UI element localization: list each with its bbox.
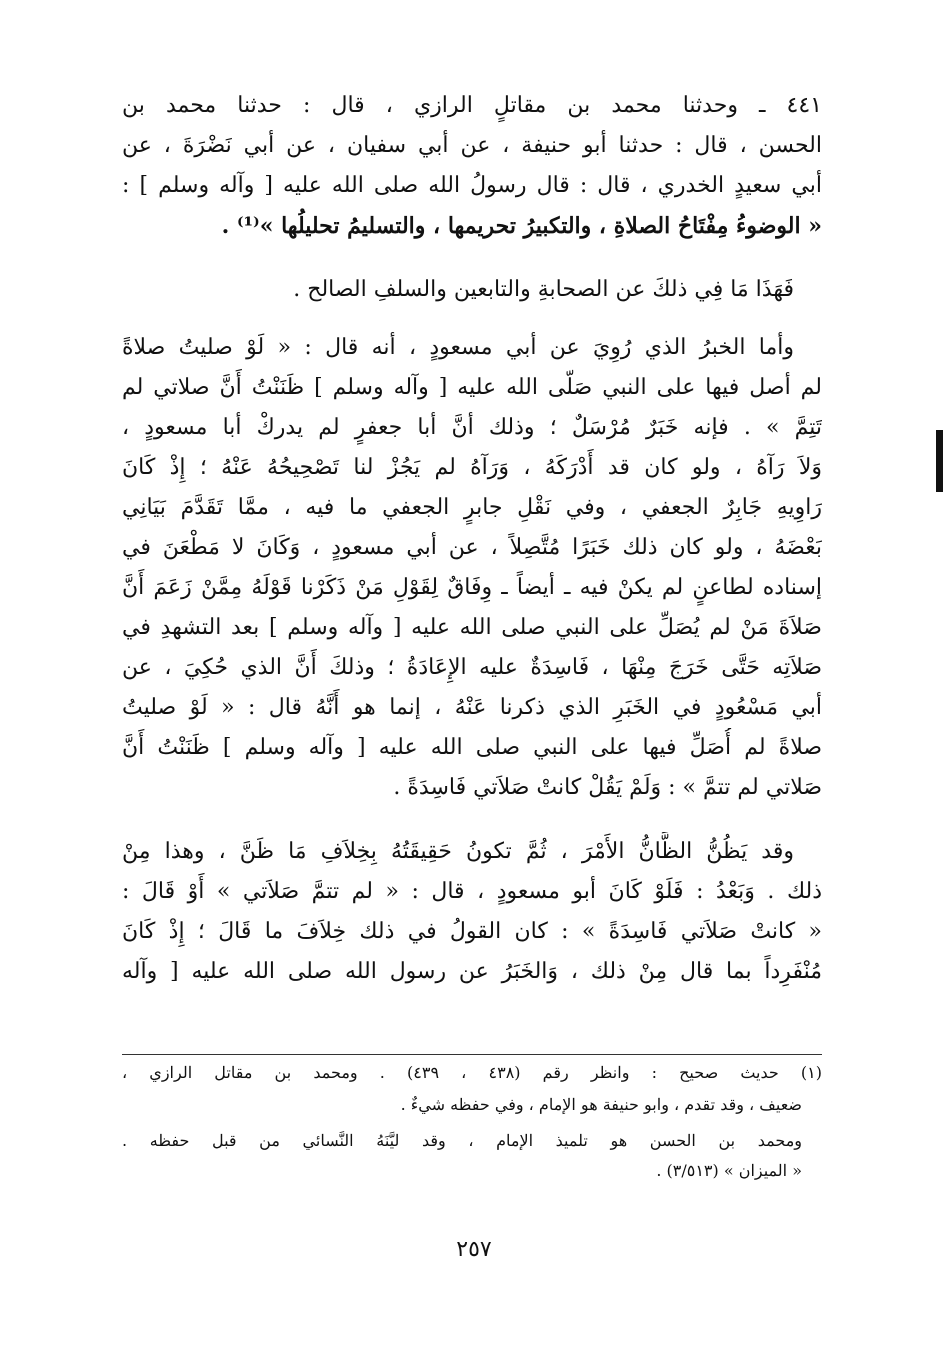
text-line: فَهَذَا مَا فِي ذلكَ عن الصحابةِ والتابعين والسلفِ الصالح . [293, 277, 794, 302]
text-line: تَتِمَّ » . فإنه خَبَرٌ مُرْسَلٌ ؛ وذلك أنَّ أبا جعفرٍ لم يدركْ أبا مسعودٍ ، [122, 415, 822, 440]
footnote-line: « الميزان » (٣/٥١٣) . [656, 1161, 802, 1180]
footnote-line: (١) حديث صحيح : وانظر رقم (٤٣٨ ، ٤٣٩) . ومحمد بن مقاتل الرازي ، [122, 1063, 822, 1082]
text-line: صَلاَتِه حَتَّى خَرَجَ مِنْهَا ، فَاسِدَةٌ عليه الإِعَادَةُ ؛ وذلكَ أَنَّ الذي حُكِيَ ، عن [122, 655, 822, 680]
text-line: صَلاَةَ مَنْ لم يُصَلِّ على النبي صلى الله عليه [ وآله وسلم ] بعد التشهدِ في [122, 615, 822, 640]
text-line: « كانتْ صَلاَتي فَاسِدَةً » : كان القولُ في ذلك خِلاَفَ ما قَالَ ؛ إِذْ كَانَ [122, 919, 822, 944]
text-line: ٤٤١ ـ وحدثنا محمد بن مقاتلٍ الرازي ، قال : حدثنا محمد بن [122, 93, 822, 118]
text-line: مُنْفَرِداً بما قال مِنْ ذلك ، وَالخَبَرُ عن رسول الله صلى الله عليه [ وآله [122, 959, 822, 984]
footnote-line: ضعيف ، وقد تقدم ، وابو حنيفة هو الإمام ، وفي حفظه شيءٌ . [400, 1095, 802, 1114]
text-line: أبي مَسْعُودٍ في الخَبَرِ الذي ذكرنا عَنْهُ ، إنما هو أَنَّهُ قال : « لَوْ صليتُ [122, 695, 822, 720]
footnote-line: ومحمد بن الحسن هو تلميذ الإمام ، وقد ليَّنَهُ النَّسائي من قبل حفظه . [122, 1131, 802, 1150]
page-number: ٢٥٧ [456, 1237, 492, 1262]
hadith-quote-line: « الوضوءُ مِفْتَاحُ الصلاةِ ، والتكبيرُ تحريمها ، والتسليمُ تحليلُها »⁽¹⁾ . [221, 213, 822, 239]
text-line: صلاةً لم أُصَلِّ فيها على النبي صلى الله عليه [ وآله وسلم ] ظَنَنْتُ أَنَّ [122, 735, 822, 760]
scan-edge-mark [936, 430, 943, 492]
footnote-separator [122, 1054, 822, 1055]
text-line: الحسن ، قال : حدثنا أبو حنيفة ، عن أبي سفيان ، عن أبي نَضْرَةَ ، عن [122, 133, 822, 158]
text-line: إسناده لطاعنٍ لم يكنْ فيه ـ أيضاً ـ وِفَاقٌ لِقَوْلِ مَنْ ذَكَرْنا قَوْلَهُ مِمَّنْ زَعَمَ أَنَّ [122, 575, 822, 600]
text-line: صَلاتي لم تتمَّ » : وَلَمْ يَقُلْ كانتْ صَلاَتي فَاسِدَةً . [393, 775, 822, 800]
text-line: بَعْضَهُ ، ولو كان ذلك خَبَرًا مُتَّصِلاً ، عن أبي مسعودٍ ، وَكَانَ لا مَطْعَنَ في [122, 535, 822, 560]
text-line: ذلك . وَبَعْدُ : فَلَوْ كَانَ أبو مسعودٍ ، قال : « لم تتمَّ صَلاَتي » أَوْ قَالَ : [122, 879, 822, 904]
text-line: وَلاَ رَآهُ ، ولو كان قد أَدْرَكَهُ ، وَرَآهُ لم يَجُزْ لنا تَصْحِيحُهُ عَنْهُ ؛ إِذْ كَانَ [122, 455, 822, 480]
text-line: وأما الخبرُ الذي رُوِيَ عن أبي مسعودٍ ، أنه قال : « لَوْ صليتُ صلاةً [122, 335, 794, 360]
text-line: أبي سعيدٍ الخدري ، قال : قال رسولُ الله صلى الله عليه [ وآله وسلم ] : [122, 173, 822, 198]
text-line: رَاوِيهِ جَابِرٌ الجعفي ، وفي نَقْلِ جابرٍ الجعفي ما فيه ، ممَّا تَقَدَّمَ بَيَانِي [122, 495, 822, 520]
text-line: لم أصل فيها على النبي صَلّى الله عليه [ وآله وسلم ] ظَنَنْتُ أَنَّ صلاتي لم [122, 375, 822, 400]
text-line: وقد يَظُنُّ الظَّانُّ الأَمْرَ ، ثُمَّ تكونُ حَقِيقَتُهُ بِخِلاَفِ مَا ظَنَّ ، وهذا مِنْ [122, 839, 794, 864]
